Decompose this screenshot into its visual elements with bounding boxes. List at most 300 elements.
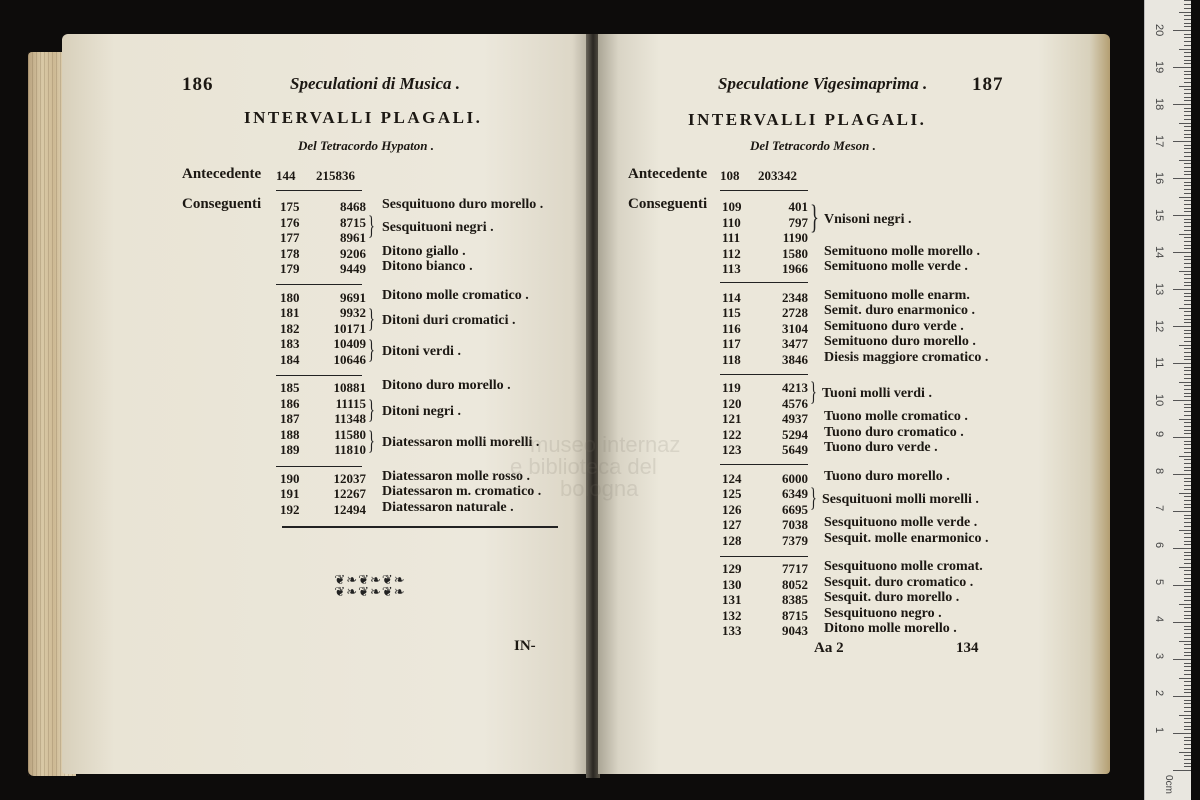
- ruler-tick: [1184, 174, 1191, 175]
- ruler-tick: [1184, 707, 1191, 708]
- ruler-tick: [1184, 411, 1191, 412]
- ruler-unit-label: 0cm: [1162, 775, 1174, 794]
- right-row-value: 8385: [782, 592, 808, 607]
- ruler-tick: [1184, 189, 1191, 190]
- left-page-number: 186: [182, 74, 214, 95]
- ruler-tick: [1184, 426, 1191, 427]
- ruler-tick: [1184, 278, 1191, 279]
- right-row-interval-name: Semituono molle enarm.: [824, 287, 970, 303]
- left-bottom-rule: [282, 526, 558, 528]
- right-row-number: 129: [722, 561, 742, 576]
- ruler-tick: [1184, 367, 1191, 368]
- right-signature: Aa 2: [814, 640, 844, 656]
- right-row-value: 9043: [782, 623, 808, 638]
- ruler-tick: [1173, 733, 1191, 734]
- ruler-tick: [1184, 163, 1191, 164]
- ruler-tick: [1184, 666, 1191, 667]
- ruler-tick: [1173, 363, 1191, 364]
- left-row-number: 178: [280, 245, 300, 261]
- ruler-tick: [1179, 197, 1191, 198]
- ruler-tick: [1184, 541, 1191, 542]
- right-row-interval-name: Sesquit. molle enarmonico .: [824, 530, 989, 546]
- ruler-tick: [1184, 578, 1191, 579]
- ruler-tick: [1184, 396, 1191, 397]
- right-row-number: 110: [722, 214, 741, 230]
- ruler-number: 16: [1153, 172, 1165, 185]
- right-row-value: 3104: [782, 320, 808, 336]
- ruler-tick: [1184, 729, 1191, 730]
- right-row-number: 128: [722, 532, 742, 548]
- right-row-number: 120: [722, 395, 742, 411]
- ruler-tick: [1184, 256, 1191, 257]
- left-row-number: 186: [280, 395, 300, 411]
- ruler-tick: [1184, 93, 1191, 94]
- ruler-tick: [1184, 629, 1191, 630]
- left-row-value: 12494: [333, 501, 366, 517]
- ruler-tick: [1184, 552, 1191, 553]
- left-row-value: 8961: [340, 230, 366, 245]
- ruler-tick: [1179, 678, 1191, 679]
- right-page-number: 187: [972, 74, 1004, 95]
- ruler-tick: [1184, 348, 1191, 349]
- ruler-tick: [1179, 493, 1191, 494]
- right-row-number: 121: [722, 411, 742, 426]
- ruler-tick: [1184, 759, 1191, 760]
- right-row-interval-name: Sesquit. duro cromatico .: [824, 574, 974, 590]
- left-row-number: 184: [280, 351, 300, 367]
- ruler-tick: [1184, 718, 1191, 719]
- ruler-tick: [1184, 15, 1191, 16]
- left-brace: }: [368, 395, 375, 424]
- right-row-number: 113: [722, 261, 741, 276]
- ruler-tick: [1184, 393, 1191, 394]
- ruler-tick: [1184, 126, 1191, 127]
- ruler-tick: [1179, 123, 1191, 124]
- ruler-tick: [1184, 52, 1191, 53]
- ruler-tick: [1184, 45, 1191, 46]
- right-antecedente-label: Antecedente: [628, 166, 708, 182]
- ruler-tick: [1184, 34, 1191, 35]
- ruler-tick: [1179, 604, 1191, 605]
- ruler-number: 20: [1153, 24, 1165, 37]
- ruler-tick: [1173, 622, 1191, 623]
- ruler-tick: [1184, 137, 1191, 138]
- right-row-number: 122: [722, 426, 742, 442]
- ruler-tick: [1184, 674, 1191, 675]
- ruler-number: 10: [1153, 394, 1165, 407]
- right-row-value: 5294: [782, 426, 808, 442]
- right-row-number: 119: [722, 380, 741, 395]
- ornament-icon: ❦❧❦❧❦❧: [334, 584, 406, 599]
- ruler-tick: [1184, 230, 1191, 231]
- ruler-tick: [1184, 26, 1191, 27]
- ruler-tick: [1173, 141, 1191, 142]
- ruler-tick: [1184, 4, 1191, 5]
- left-brace: }: [368, 304, 375, 333]
- ruler-tick: [1173, 104, 1191, 105]
- ruler-tick: [1184, 23, 1191, 24]
- ruler-tick: [1184, 648, 1191, 649]
- ruler-tick: [1184, 533, 1191, 534]
- ruler-tick: [1173, 252, 1191, 253]
- ruler-number: 11: [1153, 357, 1165, 369]
- ruler-number: 4: [1153, 616, 1165, 623]
- ruler-tick: [1184, 481, 1191, 482]
- ruler-tick: [1184, 433, 1191, 434]
- watermark-text: e biblioteca del: [510, 454, 657, 479]
- left-antecedente-rule: [276, 190, 362, 191]
- left-section-rule: [276, 284, 362, 285]
- ruler-tick: [1173, 696, 1191, 697]
- ruler-tick: [1184, 285, 1191, 286]
- ruler-tick: [1184, 422, 1191, 423]
- ruler-tick: [1184, 522, 1191, 523]
- ruler-tick: [1184, 74, 1191, 75]
- right-section-rule: [720, 464, 808, 465]
- ruler-tick: [1184, 222, 1191, 223]
- left-row-value: 9691: [340, 289, 366, 305]
- right-brace: }: [810, 199, 819, 236]
- ruler-tick: [1184, 507, 1191, 508]
- ruler-tick: [1184, 655, 1191, 656]
- ruler-tick: [1184, 311, 1191, 312]
- right-catchword: 134: [956, 640, 979, 656]
- ruler-tick: [1179, 567, 1191, 568]
- left-row-value: 10646: [333, 351, 366, 367]
- measuring-ruler: [1144, 0, 1191, 800]
- ruler-tick: [1184, 441, 1191, 442]
- left-row-interval-name: Diatessaron naturale .: [382, 499, 514, 515]
- left-row-number: 188: [280, 426, 300, 442]
- ruler-tick: [1184, 670, 1191, 671]
- right-brace: }: [810, 377, 817, 406]
- left-row-number: 177: [280, 230, 300, 245]
- ruler-tick: [1184, 56, 1191, 57]
- left-row-number: 189: [280, 442, 300, 457]
- right-row-value: 7717: [782, 561, 808, 576]
- ruler-tick: [1184, 115, 1191, 116]
- right-brace-label: Tuoni molli verdi .: [822, 386, 932, 401]
- left-brace-label: Ditoni verdi .: [382, 344, 461, 359]
- ruler-tick: [1184, 130, 1191, 131]
- ruler-tick: [1184, 470, 1191, 471]
- ruler-tick: [1173, 770, 1191, 771]
- ruler-tick: [1184, 485, 1191, 486]
- ruler-tick: [1184, 111, 1191, 112]
- ruler-tick: [1184, 378, 1191, 379]
- right-title: INTERVALLI PLAGALI.: [688, 110, 927, 129]
- right-antecedente-b: 203342: [758, 168, 797, 183]
- right-row-value: 8715: [782, 607, 808, 623]
- ruler-tick: [1184, 663, 1191, 664]
- ruler-tick: [1184, 592, 1191, 593]
- right-row-number: 114: [722, 289, 741, 305]
- right-antecedente-a: 108: [720, 168, 740, 183]
- ruler-tick: [1184, 152, 1191, 153]
- left-brace: }: [368, 335, 375, 364]
- ruler-tick: [1184, 167, 1191, 168]
- ruler-tick: [1184, 692, 1191, 693]
- right-row-interval-name: Sesquituono molle verde .: [824, 515, 978, 530]
- ruler-tick: [1184, 463, 1191, 464]
- left-row-number: 187: [280, 411, 300, 426]
- left-brace: }: [368, 426, 375, 455]
- ruler-tick: [1184, 618, 1191, 619]
- ruler-tick: [1179, 271, 1191, 272]
- ruler-tick: [1184, 430, 1191, 431]
- left-running-head: Speculationi di Musica .: [290, 74, 461, 93]
- ruler-tick: [1184, 467, 1191, 468]
- left-row-number: 185: [280, 380, 300, 395]
- left-row-value: 12037: [333, 470, 366, 486]
- ruler-tick: [1184, 204, 1191, 205]
- left-row-interval-name: Sesquituono duro morello .: [382, 197, 544, 212]
- ruler-tick: [1179, 752, 1191, 753]
- ruler-tick: [1184, 8, 1191, 9]
- ruler-number: 15: [1153, 209, 1165, 222]
- ruler-tick: [1173, 67, 1191, 68]
- ruler-number: 14: [1153, 246, 1165, 259]
- ruler-tick: [1173, 326, 1191, 327]
- ruler-tick: [1184, 644, 1191, 645]
- right-row-interval-name: Sesquituono negro .: [824, 605, 942, 621]
- right-row-interval-name: Semituono molle verde .: [824, 259, 968, 274]
- right-row-value: 401: [788, 199, 808, 214]
- right-row-interval-name: Sesquituono molle cromat.: [824, 559, 983, 574]
- left-row-value: 8468: [340, 199, 366, 214]
- right-row-number: 133: [722, 623, 742, 638]
- ruler-tick: [1184, 711, 1191, 712]
- ruler-tick: [1184, 700, 1191, 701]
- ruler-tick: [1184, 607, 1191, 608]
- left-row-value: 10171: [333, 320, 366, 336]
- left-row-interval-name: Ditono molle cromatico .: [382, 287, 529, 303]
- ruler-number: 17: [1153, 135, 1165, 148]
- ruler-tick: [1184, 515, 1191, 516]
- ruler-tick: [1184, 574, 1191, 575]
- ruler-tick: [1184, 263, 1191, 264]
- right-row-number: 109: [722, 199, 742, 214]
- ruler-tick: [1179, 86, 1191, 87]
- right-row-interval-name: Semituono molle morello .: [824, 243, 981, 259]
- ruler-tick: [1184, 459, 1191, 460]
- ruler-number: 13: [1153, 283, 1165, 296]
- right-row-interval-name: Semituono duro verde .: [824, 318, 964, 334]
- ruler-tick: [1184, 726, 1191, 727]
- ruler-tick: [1184, 145, 1191, 146]
- right-row-value: 3846: [782, 351, 808, 367]
- ruler-tick: [1184, 722, 1191, 723]
- right-row-value: 4213: [782, 380, 808, 395]
- right-row-number: 111: [722, 230, 741, 245]
- ruler-tick: [1179, 49, 1191, 50]
- ruler-tick: [1184, 740, 1191, 741]
- ruler-tick: [1184, 389, 1191, 390]
- left-row-value: 11348: [334, 411, 366, 426]
- left-row-value: 9449: [340, 261, 366, 276]
- ornament-icon: ❦❧❦❧❦❧: [334, 572, 406, 587]
- right-row-number: 131: [722, 592, 742, 607]
- left-row-number: 176: [280, 214, 300, 230]
- ruler-tick: [1184, 633, 1191, 634]
- ruler-number: 12: [1153, 320, 1165, 333]
- left-brace-label: Ditoni negri .: [382, 404, 461, 419]
- ruler-tick: [1184, 148, 1191, 149]
- ruler-tick: [1173, 474, 1191, 475]
- ruler-number: 6: [1153, 542, 1165, 549]
- ruler-tick: [1184, 97, 1191, 98]
- ruler-tick: [1179, 234, 1191, 235]
- ruler-tick: [1184, 444, 1191, 445]
- right-row-interval-name: Semituono duro morello .: [824, 334, 976, 349]
- right-row-number: 126: [722, 501, 742, 517]
- ruler-tick: [1184, 182, 1191, 183]
- ruler-tick: [1184, 37, 1191, 38]
- ruler-tick: [1184, 211, 1191, 212]
- left-row-value: 9206: [340, 245, 366, 261]
- right-conseguenti-label: Conseguenti: [628, 196, 708, 212]
- ruler-tick: [1184, 504, 1191, 505]
- right-row-value: 2728: [782, 305, 808, 320]
- left-row-interval-name: Diatessaron m. cromatico .: [382, 484, 542, 499]
- ruler-tick: [1184, 689, 1191, 690]
- right-subtitle: Del Tetracordo Meson .: [750, 138, 876, 153]
- ruler-tick: [1184, 41, 1191, 42]
- left-section-rule: [276, 466, 362, 467]
- ruler-tick: [1184, 341, 1191, 342]
- right-row-number: 115: [722, 305, 741, 320]
- ruler-tick: [1184, 274, 1191, 275]
- right-row-value: 1966: [782, 261, 808, 276]
- ruler-tick: [1184, 755, 1191, 756]
- left-title: INTERVALLI PLAGALI.: [244, 108, 483, 127]
- ruler-tick: [1184, 330, 1191, 331]
- right-row-value: 3477: [782, 336, 808, 351]
- ruler-tick: [1184, 237, 1191, 238]
- ruler-tick: [1184, 219, 1191, 220]
- ruler-tick: [1173, 511, 1191, 512]
- ruler-tick: [1184, 563, 1191, 564]
- left-antecedente-b: 215836: [316, 168, 355, 183]
- ruler-tick: [1184, 119, 1191, 120]
- left-row-number: 180: [280, 289, 300, 305]
- ruler-tick: [1179, 530, 1191, 531]
- ruler-tick: [1173, 437, 1191, 438]
- right-row-value: 5649: [782, 442, 808, 457]
- ruler-tick: [1184, 570, 1191, 571]
- ruler-tick: [1184, 404, 1191, 405]
- ruler-tick: [1173, 548, 1191, 549]
- ruler-tick: [1184, 370, 1191, 371]
- ruler-tick: [1184, 71, 1191, 72]
- right-row-number: 132: [722, 607, 742, 623]
- ruler-tick: [1173, 215, 1191, 216]
- ruler-tick: [1184, 500, 1191, 501]
- ruler-tick: [1184, 208, 1191, 209]
- right-row-number: 116: [722, 320, 741, 336]
- right-row-number: 112: [722, 245, 741, 261]
- left-row-number: 182: [280, 320, 300, 336]
- ruler-number: 2: [1153, 690, 1165, 697]
- right-row-number: 123: [722, 442, 742, 457]
- ruler-tick: [1184, 296, 1191, 297]
- ruler-tick: [1184, 611, 1191, 612]
- ruler-tick: [1184, 108, 1191, 109]
- ruler-tick: [1184, 352, 1191, 353]
- ruler-tick: [1184, 555, 1191, 556]
- right-brace-label: Vnisoni negri .: [824, 212, 912, 227]
- ruler-tick: [1184, 415, 1191, 416]
- ruler-tick: [1184, 681, 1191, 682]
- ruler-tick: [1179, 641, 1191, 642]
- right-row-value: 1580: [782, 245, 808, 261]
- ruler-tick: [1184, 248, 1191, 249]
- ruler-tick: [1184, 259, 1191, 260]
- left-antecedente-a: 144: [276, 168, 296, 183]
- right-row-value: 8052: [782, 576, 808, 592]
- right-section-rule: [720, 374, 808, 375]
- left-row-interval-name: Ditono bianco .: [382, 259, 473, 274]
- ruler-number: 1: [1153, 727, 1165, 734]
- right-section-rule: [720, 282, 808, 283]
- ruler-tick: [1184, 293, 1191, 294]
- ruler-tick: [1184, 245, 1191, 246]
- left-row-value: 11810: [334, 442, 366, 457]
- left-brace: }: [368, 211, 375, 240]
- ruler-tick: [1184, 315, 1191, 316]
- ruler-tick: [1184, 0, 1191, 1]
- left-row-number: 192: [280, 501, 300, 517]
- ruler-tick: [1184, 637, 1191, 638]
- ruler-number: 18: [1153, 98, 1165, 111]
- right-brace-label: Sesquituoni molli morelli .: [822, 492, 979, 507]
- right-row-interval-name: Diesis maggiore cromatico .: [824, 349, 989, 365]
- right-row-value: 4576: [782, 395, 808, 411]
- right-row-interval-name: Sesquit. duro morello .: [824, 590, 960, 605]
- ruler-tick: [1184, 763, 1191, 764]
- ruler-tick: [1184, 496, 1191, 497]
- ruler-tick: [1184, 63, 1191, 64]
- ruler-tick: [1184, 156, 1191, 157]
- ruler-tick: [1184, 452, 1191, 453]
- right-row-number: 124: [722, 470, 742, 486]
- ruler-number: 3: [1153, 653, 1165, 660]
- right-row-value: 4937: [782, 411, 808, 426]
- ruler-tick: [1184, 652, 1191, 653]
- ruler-tick: [1179, 12, 1191, 13]
- ruler-tick: [1173, 178, 1191, 179]
- left-row-interval-name: Ditono giallo .: [382, 243, 466, 259]
- right-row-number: 117: [722, 336, 741, 351]
- ruler-tick: [1184, 226, 1191, 227]
- right-row-interval-name: Semit. duro enarmonico .: [824, 303, 976, 318]
- ruler-tick: [1184, 200, 1191, 201]
- ruler-tick: [1184, 766, 1191, 767]
- ruler-tick: [1184, 322, 1191, 323]
- right-row-interval-name: Tuono duro morello .: [824, 468, 950, 484]
- left-section-rule: [276, 375, 362, 376]
- ruler-tick: [1173, 400, 1191, 401]
- ruler-number: 19: [1153, 61, 1165, 74]
- ruler-tick: [1184, 60, 1191, 61]
- right-row-interval-name: Tuono molle cromatico .: [824, 409, 968, 424]
- right-row-value: 2348: [782, 289, 808, 305]
- watermark-text: museo internaz: [530, 432, 681, 457]
- ruler-tick: [1184, 319, 1191, 320]
- left-catchword: IN-: [514, 638, 536, 654]
- right-row-number: 130: [722, 576, 742, 592]
- ruler-tick: [1184, 537, 1191, 538]
